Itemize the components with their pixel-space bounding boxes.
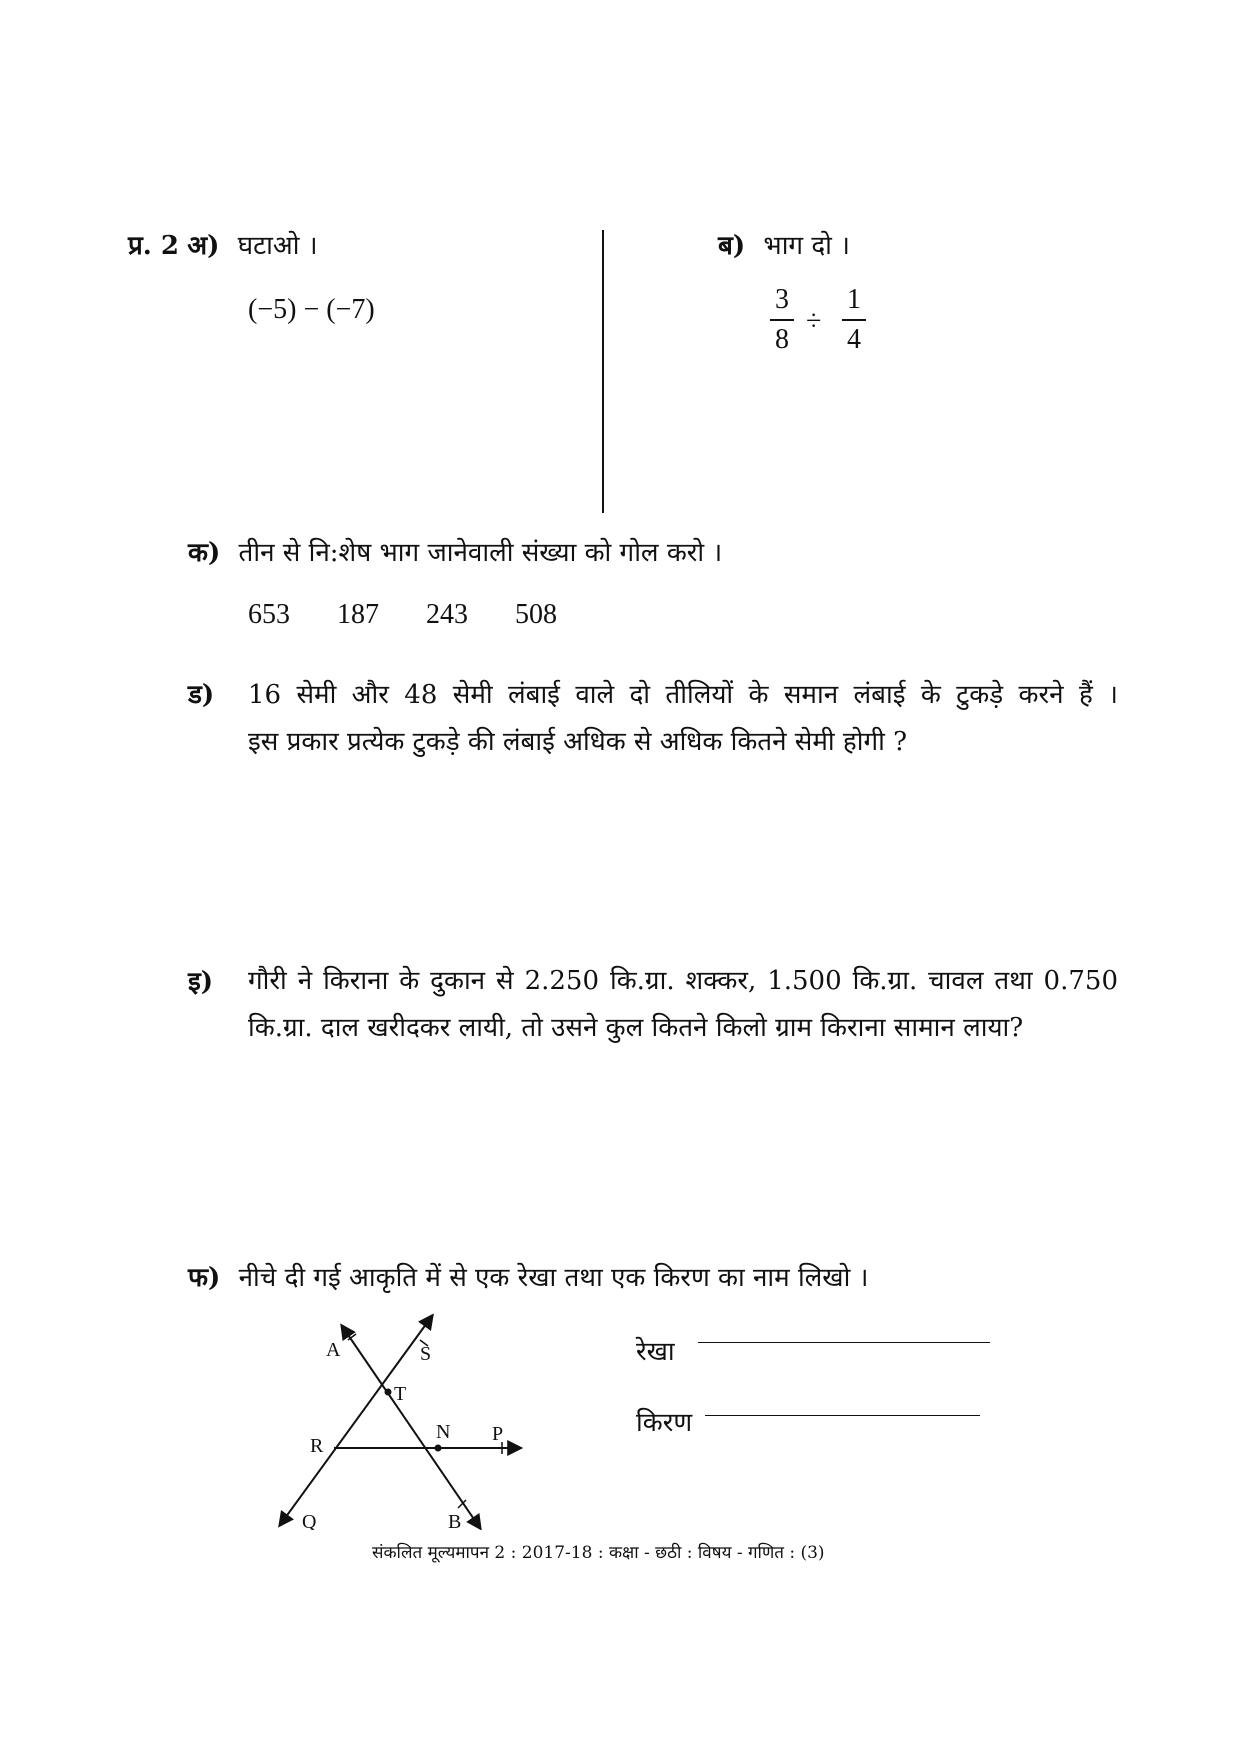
part-i-text: गौरी ने किराना के दुकान से 2.250 कि.ग्रा. शक्कर, 1.500 कि.ग्रा. चावल तथा 0.750 कि.ग्रा. दाल खरीदकर लायी, तो उसने कुल कितने किलो ग्राम किराना सामान लाया? <box>248 966 1118 1043</box>
part-k-label: क) <box>188 538 221 568</box>
fraction-2 <box>842 283 866 357</box>
fraction-1-numerator: 3 <box>775 284 789 315</box>
label-P: P <box>492 1423 504 1445</box>
part-a-instruction: घटाओ । <box>237 231 318 261</box>
part-i-label: इ) <box>188 967 214 997</box>
question-2-header <box>128 226 318 266</box>
label-A: A <box>326 1339 341 1361</box>
number-1: 653 <box>248 599 290 630</box>
column-divider <box>602 230 604 513</box>
label-T: T <box>394 1383 407 1405</box>
ray-answer-label: किरण <box>636 1408 693 1438</box>
line-answer-blank[interactable] <box>698 1342 990 1343</box>
part-b-label: ब) <box>718 231 746 261</box>
question-number: प्र. 2 <box>128 231 179 261</box>
line-AB <box>342 1326 480 1528</box>
ray-answer-blank[interactable] <box>705 1415 980 1416</box>
part-k-header <box>188 533 722 573</box>
number-4: 508 <box>515 599 557 630</box>
part-a-label: अ) <box>187 231 220 261</box>
part-d-label: ड) <box>188 680 215 710</box>
part-k-instruction: तीन से नि:शेष भाग जानेवाली संख्या को गोल करो । <box>238 538 723 568</box>
page-footer: संकलित मूल्यमापन 2 : 2017-18 : कक्षा - छठी : विषय - गणित : (3) <box>372 1543 825 1563</box>
part-a-expression: (−5) − (−7) <box>248 294 375 325</box>
label-R: R <box>310 1435 324 1457</box>
fraction-2-denominator: 4 <box>847 324 861 355</box>
label-Q: Q <box>302 1511 317 1530</box>
fraction-1-denominator: 8 <box>775 324 789 355</box>
label-B: B <box>448 1511 462 1530</box>
part-ph-header <box>188 1258 868 1298</box>
geometry-figure <box>270 1300 540 1530</box>
number-list <box>248 595 557 635</box>
part-d-line-1: 16 सेमी और 48 सेमी लंबाई वाले दो तीलियों के समान लंबाई के टुकड़े करने हैं । <box>248 680 1118 710</box>
part-ph-label: फ) <box>188 1263 221 1293</box>
line-answer-label: रेखा <box>636 1337 675 1367</box>
point-N <box>435 1445 442 1452</box>
part-d-line-2: इस प्रकार प्रत्येक टुकड़े की लंबाई अधिक से अधिक कितने सेमी होगी ? <box>248 727 908 757</box>
number-2: 187 <box>337 599 379 630</box>
division-sign: ÷ <box>806 306 822 337</box>
fraction-2-numerator: 1 <box>847 284 861 315</box>
part-b-header <box>718 226 850 266</box>
number-3: 243 <box>426 599 468 630</box>
label-N: N <box>436 1421 451 1443</box>
point-T <box>385 1389 392 1396</box>
part-b-instruction: भाग दो । <box>763 231 850 261</box>
part-ph-instruction: नीचे दी गई आकृति में से एक रेखा तथा एक किरण का नाम लिखो । <box>238 1263 869 1293</box>
label-S: S <box>420 1343 432 1365</box>
fraction-1 <box>770 283 794 357</box>
